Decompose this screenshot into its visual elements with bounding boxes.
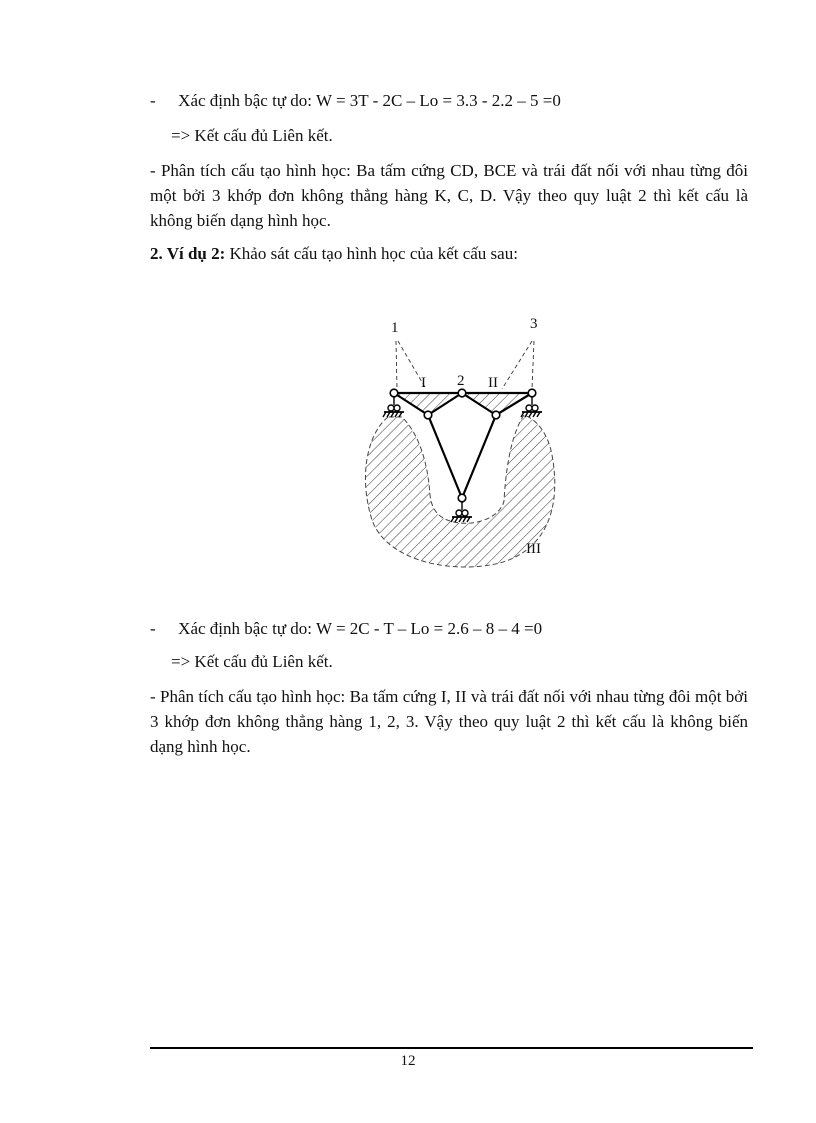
structure-figure bbox=[340, 305, 580, 575]
bullet: - bbox=[150, 91, 156, 110]
dof-line-1 bbox=[150, 90, 561, 112]
dof-formula-1: Xác định bậc tự do: W = 3T - 2C – Lo = 3.3 - 2.2 – 5 =0 bbox=[178, 91, 561, 110]
structure-diagram bbox=[340, 305, 580, 575]
example-2-title: Khảo sát cấu tạo hình học của kết cấu sau: bbox=[225, 244, 518, 263]
dashed-line-joint-3 bbox=[502, 341, 534, 389]
label-joint-2: 2 bbox=[457, 373, 465, 389]
label-disk-i: I bbox=[421, 375, 426, 391]
analysis-paragraph-1: - Phân tích cấu tạo hình học: Ba tấm cứng CD, BCE và trái đất nối với nhau từng đôi một bởi 3 khớp đơn không thẳng hàng K, C, D. Vậy theo quy luật 2 thì kết cấu là không biến dạng hình học. bbox=[150, 161, 748, 230]
footer-rule bbox=[150, 1047, 753, 1049]
bullet: - bbox=[150, 619, 156, 638]
label-joint-1: 1 bbox=[391, 320, 399, 336]
analysis-paragraph-2: - Phân tích cấu tạo hình học: Ba tấm cứng I, II và trái đất nối với nhau từng đôi một bởi 3 khớp đơn không thẳng hàng 1, 2, 3. Vậy theo quy luật 2 thì kết cấu là không biến dạng hình học. bbox=[150, 687, 748, 756]
conclusion-1: => Kết cấu đủ Liên kết. bbox=[171, 126, 333, 145]
dof-formula-2: Xác định bậc tự do: W = 2C - T – Lo = 2.6 – 8 – 4 =0 bbox=[178, 619, 543, 638]
label-disk-ii: II bbox=[488, 375, 498, 391]
label-joint-3: 3 bbox=[530, 316, 538, 332]
conclusion-2: => Kết cấu đủ Liên kết. bbox=[171, 652, 333, 671]
label-disk-iii: III bbox=[526, 541, 541, 557]
example-2-label: 2. Ví dụ 2: bbox=[150, 244, 226, 263]
page-number: 12 bbox=[400, 1053, 416, 1069]
example-2-heading bbox=[150, 243, 518, 265]
dof-line-2 bbox=[150, 618, 542, 640]
